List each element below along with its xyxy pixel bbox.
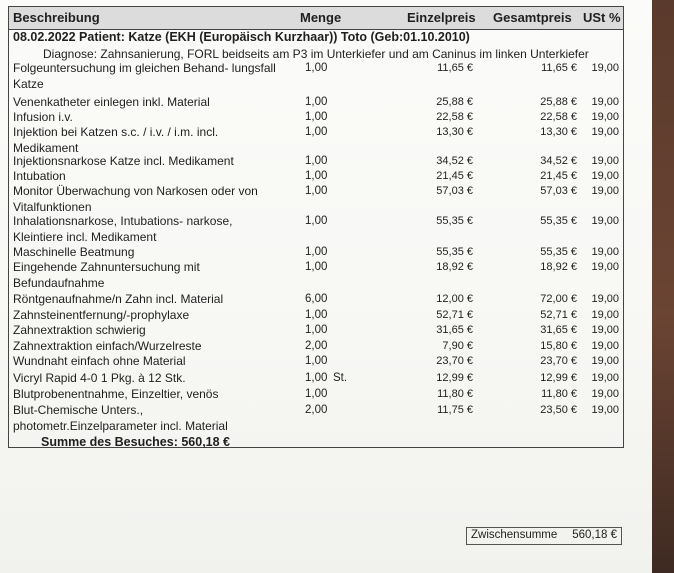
- item-quantity: 1,00: [305, 126, 328, 138]
- visit-title: 08.02.2022 Patient: Katze (EKH (Europäisch Kurzhaar)) Toto (Geb:01.10.2010): [13, 30, 470, 44]
- background-edge: [652, 0, 674, 573]
- item-tax: 19,00: [591, 340, 619, 352]
- table-header: [9, 7, 623, 30]
- item-total-price: 22,58 €: [540, 111, 577, 123]
- item-total-price: 31,65 €: [540, 324, 577, 336]
- item-unit-price: 11,75 €: [437, 404, 473, 416]
- item-total-price: 11,65 €: [541, 62, 577, 74]
- subtotal-label: Zwischensumme: [471, 529, 558, 541]
- header-unit-price: Einzelpreis: [407, 10, 476, 25]
- item-tax: 19,00: [591, 293, 619, 305]
- item-tax: 19,00: [591, 96, 619, 108]
- item-unit-price: 13,30 €: [436, 126, 473, 138]
- visit-sum: Summe des Besuches: 560,18 €: [41, 435, 230, 449]
- item-tax: 19,00: [591, 126, 619, 138]
- item-description: Röntgenaufnahme/n Zahn incl. Material: [13, 292, 224, 306]
- item-tax: 19,00: [591, 155, 619, 167]
- item-tax: 19,00: [591, 372, 619, 384]
- item-quantity: 1,00: [305, 388, 328, 400]
- item-total-price: 15,80 €: [540, 340, 577, 352]
- item-tax: 19,00: [591, 355, 619, 367]
- item-total-price: 52,71 €: [540, 309, 577, 321]
- diagnosis-text: Diagnose: Zahnsanierung, FORL beidseits am P3 im Unterkiefer und am Caninus im linken Unterkiefer: [43, 47, 589, 61]
- item-unit-price: 18,92 €: [436, 261, 473, 273]
- item-description: Zahnsteinentfernung/-prophylaxe: [13, 308, 190, 322]
- item-total-price: 72,00 €: [540, 293, 577, 305]
- item-description: Injektionsnarkose Katze incl. Medikament: [13, 154, 234, 168]
- item-description: Infusion i.v.: [13, 110, 73, 124]
- item-tax: 19,00: [591, 309, 619, 321]
- item-description: Wundnaht einfach ohne Material: [13, 354, 186, 368]
- item-quantity: 1,00: [305, 111, 328, 123]
- item-quantity: 1,00: [305, 215, 328, 227]
- item-quantity: 1,00: [305, 96, 328, 108]
- item-unit-price: 12,99 €: [436, 372, 473, 384]
- item-description: Eingehende Zahnuntersuchung mit Befundaufnahme: [13, 260, 200, 290]
- header-description: Beschreibung: [13, 10, 100, 25]
- item-description: Zahnextraktion schwierig: [13, 323, 146, 337]
- item-unit-price: 55,35 €: [436, 246, 473, 258]
- item-unit-price: 22,58 €: [436, 111, 473, 123]
- item-tax: 19,00: [591, 404, 619, 416]
- item-total-price: 12,99 €: [540, 372, 577, 384]
- header-quantity: Menge: [300, 10, 342, 25]
- item-unit-price: 25,88 €: [436, 96, 473, 108]
- item-quantity: 1,00: [305, 155, 328, 167]
- item-quantity: 1,00: [305, 324, 328, 336]
- item-tax: 19,00: [591, 261, 619, 273]
- item-quantity: 2,00: [305, 340, 328, 352]
- item-quantity: 1,00: [305, 372, 328, 384]
- item-quantity: 1,00: [305, 170, 328, 182]
- invoice-table: [8, 6, 624, 448]
- item-tax: 19,00: [591, 111, 619, 123]
- item-tax: 19,00: [591, 185, 619, 197]
- item-description: Folgeuntersuchung im gleichen Behand- lungsfall Katze: [13, 61, 276, 91]
- subtotal-value: 560,18 €: [572, 529, 617, 541]
- item-unit-price: 55,35 €: [436, 215, 473, 227]
- item-quantity: 1,00: [305, 261, 328, 273]
- item-total-price: 34,52 €: [540, 155, 577, 167]
- item-tax: 19,00: [591, 215, 619, 227]
- item-tax: 19,00: [591, 170, 619, 182]
- item-unit-price: 11,65 €: [437, 62, 473, 74]
- item-description: Monitor Überwachung von Narkosen oder von Vitalfunktionen: [13, 184, 258, 214]
- item-tax: 19,00: [591, 324, 619, 336]
- item-description: Maschinelle Beatmung: [13, 245, 135, 259]
- item-quantity: 1,00: [305, 355, 328, 367]
- item-total-price: 18,92 €: [540, 261, 577, 273]
- item-quantity: 2,00: [305, 404, 328, 416]
- item-unit-price: 11,80 €: [437, 388, 473, 400]
- item-quantity: 1,00: [305, 309, 328, 321]
- item-unit-price: 21,45 €: [436, 170, 473, 182]
- subtotal-box: [466, 527, 622, 545]
- item-total-price: 11,80 €: [541, 388, 577, 400]
- item-unit-price: 31,65 €: [436, 324, 473, 336]
- item-quantity: 1,00: [305, 185, 328, 197]
- item-unit-price: 34,52 €: [436, 155, 473, 167]
- item-description: Inhalationsnarkose, Intubations- narkose, Kleintiere incl. Medikament: [13, 214, 233, 244]
- item-total-price: 23,70 €: [540, 355, 577, 367]
- item-unit-price: 12,00 €: [436, 293, 473, 305]
- item-total-price: 57,03 €: [540, 185, 577, 197]
- item-description: Venenkatheter einlegen inkl. Material: [13, 95, 210, 109]
- item-total-price: 55,35 €: [540, 215, 577, 227]
- header-tax: USt %: [583, 10, 621, 25]
- item-unit: St.: [333, 372, 348, 384]
- item-description: Blutprobenentnahme, Einzeltier, venös: [13, 387, 219, 401]
- item-total-price: 21,45 €: [540, 170, 577, 182]
- item-total-price: 13,30 €: [540, 126, 577, 138]
- item-total-price: 23,50 €: [540, 404, 577, 416]
- header-total-price: Gesamtpreis: [493, 10, 572, 25]
- item-unit-price: 57,03 €: [436, 185, 473, 197]
- item-unit-price: 7,90 €: [442, 340, 473, 352]
- item-unit-price: 23,70 €: [436, 355, 473, 367]
- item-quantity: 1,00: [305, 62, 328, 74]
- item-tax: 19,00: [591, 62, 619, 74]
- item-description: Injektion bei Katzen s.c. / i.v. / i.m. incl. Medikament: [13, 125, 219, 155]
- item-quantity: 6,00: [305, 293, 328, 305]
- item-quantity: 1,00: [305, 246, 328, 258]
- item-tax: 19,00: [591, 388, 619, 400]
- item-description: Intubation: [13, 169, 66, 183]
- item-description: Vicryl Rapid 4-0 1 Pkg. à 12 Stk.: [13, 371, 186, 385]
- item-description: Zahnextraktion einfach/Wurzelreste: [13, 339, 202, 353]
- item-tax: 19,00: [591, 246, 619, 258]
- item-unit-price: 52,71 €: [436, 309, 473, 321]
- item-description: Blut-Chemische Unters., photometr.Einzelparameter incl. Material: [13, 403, 228, 433]
- item-total-price: 25,88 €: [540, 96, 577, 108]
- item-total-price: 55,35 €: [540, 246, 577, 258]
